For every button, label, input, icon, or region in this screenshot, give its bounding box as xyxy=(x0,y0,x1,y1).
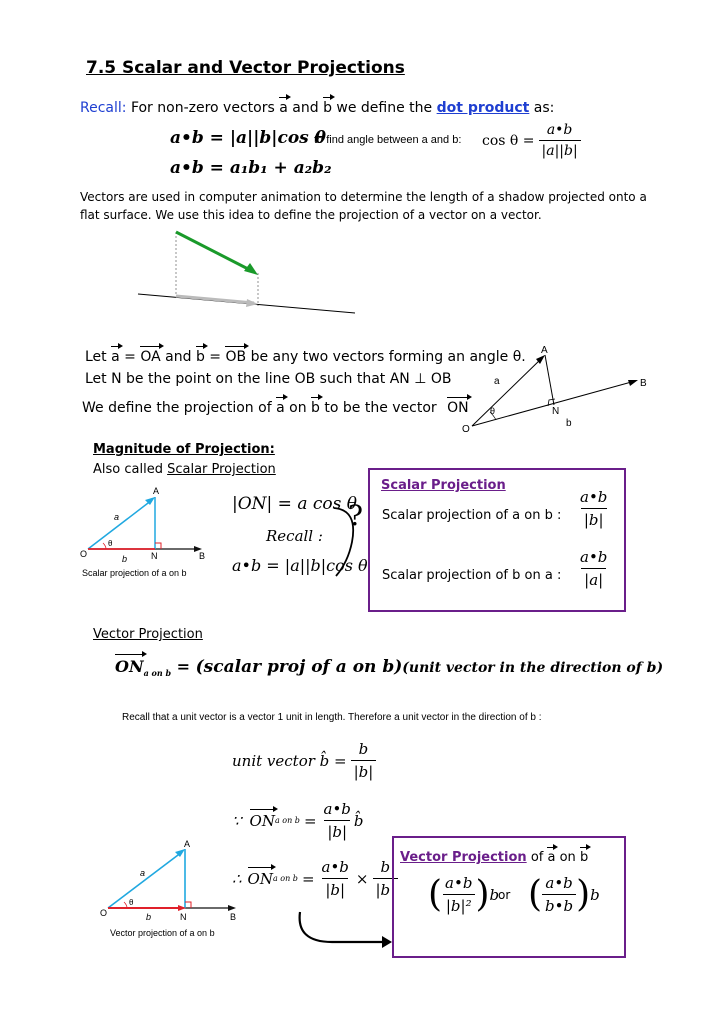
label-n: N xyxy=(180,912,187,922)
because-symbol: ∵ xyxy=(232,811,242,830)
vec-a: a xyxy=(111,349,120,365)
on-sub: a on b xyxy=(272,874,298,883)
on-vector: ON xyxy=(115,657,144,676)
def3-pre: We define the projection of xyxy=(82,400,272,416)
shadow-illustration xyxy=(130,226,360,326)
also-called: Also called xyxy=(93,462,163,477)
label-n: N xyxy=(552,406,560,417)
therefore-num2: b xyxy=(380,858,391,876)
of-word: of xyxy=(530,850,544,865)
vector-projection-heading: Vector Projection xyxy=(93,627,203,642)
equals: = xyxy=(209,349,222,365)
scalar-box-heading: Scalar Projection xyxy=(381,478,506,493)
and-word: and xyxy=(292,100,319,116)
because-frac xyxy=(321,800,354,841)
label-o: O xyxy=(80,549,88,559)
unit-lhs: unit vector b̂ = xyxy=(232,751,347,770)
because-formula: ∵ ON a on b = $\frac{a•b}{|b|}$ b̂ xyxy=(232,800,364,841)
vector-projection-box xyxy=(392,836,626,958)
vf1-frac xyxy=(442,874,475,915)
scalar-line-1: Scalar projection of a on b : xyxy=(382,508,562,523)
vec-a: a xyxy=(279,100,288,116)
vec-b: b xyxy=(195,349,205,365)
label-o: O xyxy=(100,908,108,918)
formula-sub: a on b xyxy=(143,668,172,679)
times-symbol: × xyxy=(355,869,369,888)
question-mark: ? xyxy=(348,499,364,532)
vector-formula-1: ( $\frac{a•b}{\text{|b|²}}$ ) b xyxy=(428,874,500,915)
label-vec-b: b xyxy=(122,554,128,564)
unit-vector-note: Recall that a unit vector is a vector 1 unit in length. Therefore a unit vector in the direction of b : xyxy=(122,712,542,723)
vec-b: b xyxy=(323,100,332,116)
label-theta: θ xyxy=(129,898,134,907)
vf2-frac xyxy=(542,874,576,915)
or-word: or xyxy=(498,888,511,902)
label-a: A xyxy=(153,486,160,496)
definition-rest: be any two vectors forming an angle θ. xyxy=(250,349,526,365)
recall-label: Recall: xyxy=(80,100,127,116)
label-theta: θ xyxy=(108,539,113,548)
def3-post: to be the vector xyxy=(324,400,437,416)
label-o: O xyxy=(462,424,470,434)
scalar-line-2: Scalar projection of b on a : xyxy=(382,568,562,583)
vf1-num: a•b xyxy=(445,874,473,892)
on-word: on xyxy=(559,850,576,865)
frac2-num: a•b xyxy=(580,548,608,566)
unit-vector-formula xyxy=(232,740,376,781)
vec-b: b xyxy=(579,850,589,865)
definition-line-3 xyxy=(82,400,469,416)
vector-projection-formula xyxy=(115,657,663,678)
label-b-vertex: B xyxy=(640,378,647,389)
label-vec-a: a xyxy=(140,868,146,878)
because-tail: b̂ xyxy=(353,811,364,830)
equals: = xyxy=(124,349,136,365)
frac2-den: |a| xyxy=(581,568,606,589)
vec-a: a xyxy=(547,850,556,865)
vec-on: ON xyxy=(447,400,469,416)
shadow-vector xyxy=(176,296,254,303)
therefore-den1: |b| xyxy=(322,878,348,899)
projection-diagram-top xyxy=(460,342,650,434)
label-vec-b: b xyxy=(566,418,572,429)
formula-part1: (scalar proj of a on b) xyxy=(195,657,403,677)
on-magnitude-formula: |ON| = a cos θ xyxy=(232,494,357,514)
label-n: N xyxy=(151,551,158,561)
label-a-vertex: A xyxy=(541,345,548,356)
therefore-symbol: ∴ xyxy=(232,869,242,888)
therefore-den2: |b| xyxy=(373,878,399,899)
cos-fraction xyxy=(539,122,581,159)
recall-text: For non-zero vectors xyxy=(130,100,275,116)
magnitude-heading: Magnitude of Projection: xyxy=(93,442,275,457)
dot-product-link[interactable]: dot product xyxy=(436,100,530,116)
curved-arrow xyxy=(292,908,402,952)
label-b: B xyxy=(199,551,206,561)
frac1-den: |b| xyxy=(581,508,607,529)
vec-ob: OB xyxy=(225,349,247,365)
vec-oa: OA xyxy=(140,349,161,365)
recall-word: Recall : xyxy=(266,527,323,545)
cos-lhs: cos θ = xyxy=(482,132,535,149)
vf2-den: b•b xyxy=(542,894,576,915)
label-a: A xyxy=(184,839,191,849)
formula-eq: = xyxy=(176,657,191,676)
scalar-projection-box xyxy=(368,468,626,612)
vector-formula-2: ( $\frac{a•b}{b•b}$ ) b xyxy=(528,874,600,915)
unit-den: |b| xyxy=(351,760,377,781)
frac1-num: a•b xyxy=(580,488,608,506)
scalar-projection-diagram xyxy=(78,484,218,582)
cos-formula xyxy=(482,122,581,159)
vf1-den: |b|² xyxy=(443,894,475,915)
scalar-projection-term: Scalar Projection xyxy=(167,462,276,477)
because-den: |b| xyxy=(324,820,350,841)
label-b: B xyxy=(230,912,237,922)
label-vec-a: a xyxy=(114,512,120,522)
as-word: as: xyxy=(533,100,555,116)
vector-projection-diagram xyxy=(98,836,258,942)
intro-paragraph: Vectors are used in computer animation to determine the length of a shadow projected onto a flat surface. We use this idea to define the projection of a vector on a vector. xyxy=(80,190,647,222)
cos-num: a•b xyxy=(546,122,573,138)
page-title: 7.5 Scalar and Vector Projections xyxy=(86,58,405,78)
unit-num: b xyxy=(358,740,369,758)
definition-line-2: Let N be the point on the line OB such that AN ⊥ OB xyxy=(85,371,452,387)
vector-box-heading: Vector Projection xyxy=(400,850,527,865)
therefore-formula: ∴ ON a on b = $\frac{a•b}{|b|}$ × $\frac{b}{|b|}$ xyxy=(232,858,398,899)
recall-line xyxy=(80,100,554,116)
on-vec: ON xyxy=(247,869,273,888)
cos-den: |a||b| xyxy=(539,140,581,159)
therefore-frac-1 xyxy=(319,858,352,899)
vec-b: b xyxy=(311,400,320,416)
vf1-tail: b xyxy=(489,885,500,904)
on-word: on xyxy=(289,400,307,416)
vf2-tail: b xyxy=(590,885,600,904)
on-vec: ON xyxy=(249,811,275,830)
caption: Vector projection of a on b xyxy=(110,928,215,938)
caption: Scalar projection of a on b xyxy=(82,568,187,578)
dot-formula-2: a•b = a₁b₁ + a₂b₂ xyxy=(170,158,332,178)
label-vec-b: b xyxy=(146,912,152,922)
shadow-arrow-head xyxy=(246,299,258,307)
dot-formula-1: a•b = |a||b|cos θ xyxy=(170,128,327,148)
angle-note: to find angle between a and b: xyxy=(314,134,462,146)
vector-box-heading-line xyxy=(400,850,588,865)
scalar-frac-1 xyxy=(577,488,610,529)
on-sub: a on b xyxy=(274,816,300,825)
formula-part2: (unit vector in the direction of b) xyxy=(402,660,664,676)
label-vec-a: a xyxy=(494,376,500,387)
green-vector-arrow xyxy=(176,232,254,272)
because-num: a•b xyxy=(323,800,351,818)
and-word: and xyxy=(165,349,192,365)
dot-magnitude-formula: a•b = |a||b|cos θ xyxy=(232,556,368,575)
unit-frac xyxy=(351,740,377,781)
therefore-num1: a•b xyxy=(321,858,349,876)
let-word: Let xyxy=(85,349,107,365)
green-arrow-head xyxy=(244,263,258,275)
vec-a: a xyxy=(276,400,285,416)
label-theta: θ xyxy=(490,406,496,416)
recall-mid: we define the xyxy=(336,100,433,116)
also-called-line xyxy=(93,462,276,477)
scalar-frac-2 xyxy=(577,548,610,589)
vf2-num: a•b xyxy=(545,874,573,892)
